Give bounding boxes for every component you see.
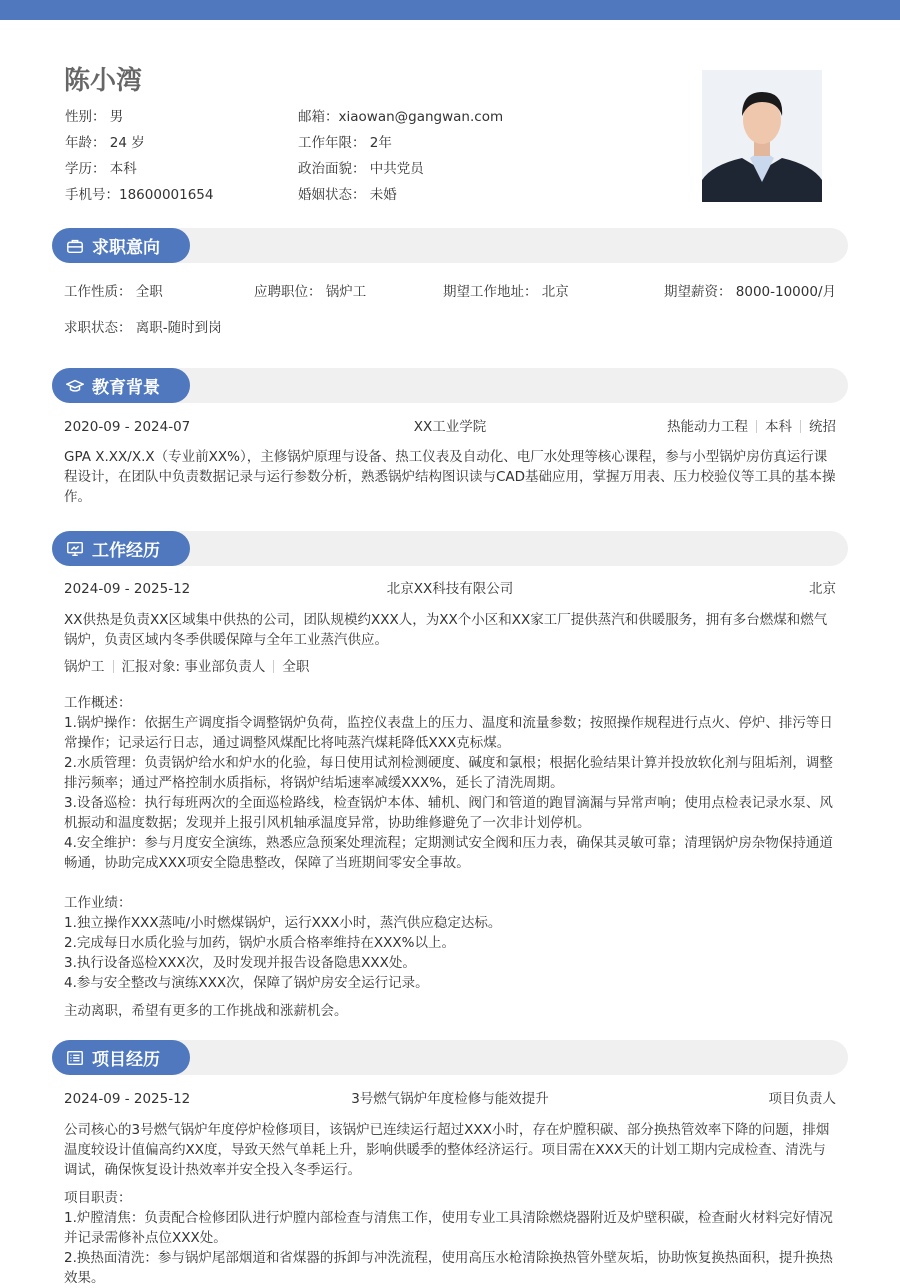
info-email: 邮箱：xiaowan@gangwan.com (298, 109, 504, 125)
info-years: 工作年限： 2年 (298, 135, 392, 151)
monitor-icon (66, 540, 84, 558)
section-header-project: 项目经历 (52, 1040, 848, 1075)
info-education: 学历： 本科 (65, 161, 137, 177)
basic-info-left (65, 104, 213, 208)
education-entry: 2020-09 - 2024-07 XX工业学院 热能动力工程 本科 统招 GPA X.XX/X.X（专业前XX%），主修锅炉原理与设备、热工仪表及自动化、电厂水处理等核心课程，参与小型锅炉房仿真运行课程设计，在团队中负责数据记录与运行参数分析，熟悉锅炉结构图识读与CAD基础应用，掌握万用表、压力校验仪等工具的基本操作。 (64, 419, 836, 505)
section-header-work: 工作经历 (52, 531, 848, 566)
top-accent-bar (0, 0, 900, 20)
briefcase-icon (66, 237, 84, 255)
info-age: 年龄： 24 岁 (65, 135, 145, 151)
list-icon (66, 1049, 84, 1067)
info-gender: 性别： 男 (65, 109, 124, 125)
section-header-education: 教育背景 (52, 368, 848, 403)
section-header-intent: 求职意向 (52, 228, 848, 263)
intent-content: 工作性质： 全职 应聘职位： 锅炉工 期望工作地址： 北京 期望薪资： 8000-10000/月 求职状态： 离职-随时到岗 (64, 284, 836, 336)
basic-info-right (298, 104, 503, 208)
info-phone: 手机号：18600001654 (65, 187, 214, 203)
profile-photo (702, 70, 822, 202)
info-politics: 政治面貌： 中共党员 (298, 161, 424, 177)
project-entry: 2024-09 - 2025-12 3号燃气锅炉年度检修与能效提升 项目负责人 公司核心的3号燃气锅炉年度停炉检修项目，该锅炉已连续运行超过XXX小时，存在炉膛积碳、部分换热管效率下降的问题，排烟温度较设计值偏高约XX度，导致天然气单耗上升，影响供暖季的整体经济运行。项目需在XXX天的计划工期内完成检查、清洗与调试，确保恢复设计热效率并安全投入冬季运行。 项目职责： 1.炉膛清焦：负责配合检修团队进行炉膛内部检查与清焦工作，使用专业工具清除燃烧器附近及炉壁积碳，检查耐火材料完好情况并记录需修补点位XXX处。 2.换热面清洗：参与锅炉尾部烟道和省煤器的拆卸与冲洗流程，使用高压水枪清除换热管外壁灰垢，协助恢复换热面积，提升换热效果。 (64, 1091, 836, 1286)
work-entry: 2024-09 - 2025-12 北京XX科技有限公司 北京 XX供热是负责XX区域集中供热的公司，团队规模约XXX人，为XX个小区和XX家工厂提供蒸汽和供暖服务，拥有多台燃煤和燃气锅炉，负责区域内冬季供暖保障与全年工业蒸汽供应。 锅炉工 汇报对象: 事业部负责人 全职 工作概述： 1.锅炉操作：依据生产调度指令调整锅炉负荷，监控仪表盘上的压力、温度和流量参数；按照操作规程进行点火、停炉、排污等日常操作；记录运行日志，通过调整风煤配比将吨蒸汽煤耗降低XXX克标煤。 2.水质管理：负责锅炉给水和炉水的化验，每日使用试剂检测硬度、碱度和氯根；根据化验结果计算并投放软化剂与阻垢剂，调整排污频率；通过严格控制水质指标，将锅炉结垢速率减缓XXX%，延长了清洗周期。 3.设备巡检：执行每班两次的全面巡检路线，检查锅炉本体、辅机、阀门和管道的跑冒滴漏与异常声响；使用点检表记录水泵、风机振动和温度数据；发现并上报引风机轴承温度异常，协助维修避免了一次非计划停机。 4.安全维护：参与月度安全演练，熟悉应急预案处理流程；定期测试安全阀和压力表，确保其灵敏可靠；清理锅炉房杂物保持通道畅通，协助完成XXX项安全隐患整改，保障了当班期间零安全事故。 工作业绩： 1.独立操作XXX蒸吨/小时燃煤锅炉，运行XXX小时，蒸汽供应稳定达标。 2.完成每日水质化验与加药，锅炉水质合格率维持在XXX%以上。 3.执行设备巡检XXX次，及时发现并报告设备隐患XXX处。 4.参与安全整改与演练XXX次，保障了锅炉房安全运行记录。 主动离职，希望有更多的工作挑战和涨薪机会。 (64, 581, 836, 1019)
graduation-cap-icon (66, 377, 84, 395)
work-tags: 锅炉工 汇报对象: 事业部负责人 全职 (64, 659, 310, 675)
info-marital: 婚姻状态： 未婚 (298, 187, 397, 203)
candidate-name: 陈小湾 (64, 66, 143, 96)
